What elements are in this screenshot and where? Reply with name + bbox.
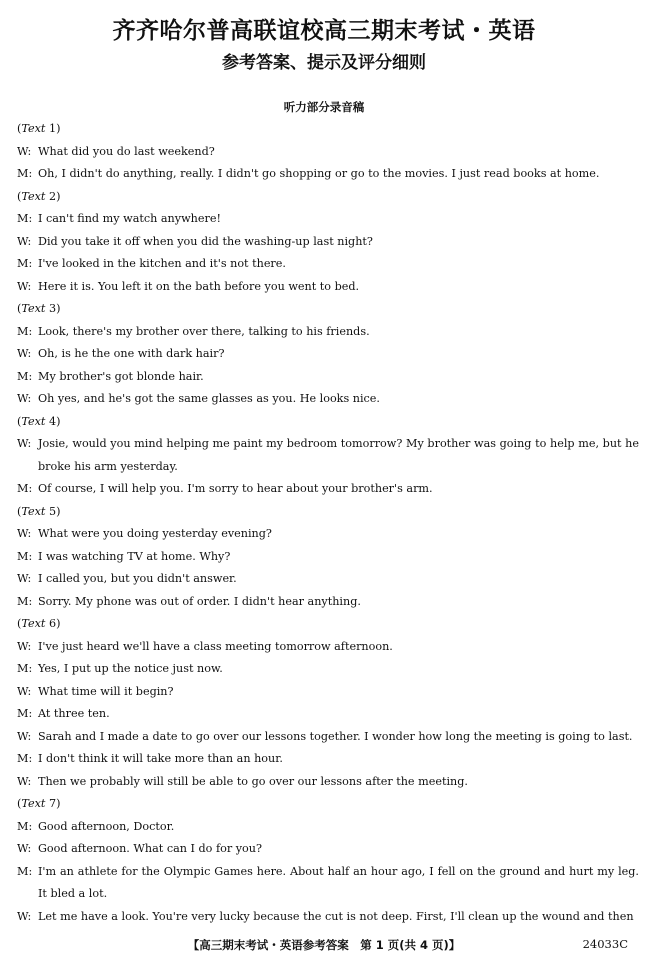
- speaker-label: M:: [17, 549, 33, 563]
- speaker-label: W:: [17, 774, 32, 788]
- dialogue-text: Oh, I didn't do anything, really. I didn't go shopping or go to the movies. I just read books at home.: [38, 167, 600, 180]
- speaker-label: M:: [17, 212, 33, 225]
- dialogue-line: [17, 906, 639, 929]
- speaker-label: M:: [17, 257, 33, 270]
- dialogue-line: [17, 141, 639, 164]
- dialogue-line: [17, 321, 639, 344]
- speaker-label: W:: [17, 572, 32, 585]
- dialogue-text: I was watching TV at home. Why?: [38, 549, 231, 563]
- dialogue-text: Good afternoon, Doctor.: [38, 819, 175, 833]
- dialogue-text: I can't find my watch anywhere!: [38, 212, 221, 225]
- speaker-label: W:: [17, 279, 32, 293]
- dialogue-text: Then we probably will still be able to go over our lessons after the meeting.: [38, 774, 468, 788]
- dialogue-line: [17, 366, 639, 389]
- dialogue-line: [17, 546, 639, 569]
- dialogue-text: Here it is. You left it on the bath before you went to bed.: [38, 279, 360, 293]
- dialogue-line: [17, 703, 639, 726]
- speaker-label: W:: [17, 347, 32, 360]
- dialogue-line: [17, 276, 639, 299]
- speaker-label: M:: [17, 752, 33, 765]
- dialogue-line: [17, 208, 639, 231]
- dialogue-line: [17, 388, 639, 411]
- speaker-label: W:: [17, 527, 32, 540]
- dialogue-line: [17, 681, 639, 704]
- text-marker-label: Text: [21, 122, 46, 135]
- text-marker-number: 5: [48, 504, 57, 518]
- dialogue-text: Yes, I put up the notice just now.: [38, 662, 223, 675]
- dialogue-text: What did you do last weekend?: [38, 144, 215, 158]
- dialogue-line: [17, 523, 639, 546]
- dialogue-line: [17, 343, 639, 366]
- footer-page-info: 【高三期末考试・英语参考答案 第 1 页(共 4 页)】: [187, 938, 461, 952]
- dialogue-line: [17, 433, 639, 478]
- text-marker-number: 4: [48, 414, 57, 428]
- text-marker-number: 6: [48, 617, 57, 630]
- speaker-label: W:: [17, 144, 32, 158]
- speaker-label: W:: [17, 684, 32, 698]
- page-title: 齐齐哈尔普高联谊校高三期末考试・英语: [112, 18, 536, 44]
- dialogue-text: Look, there's my brother over there, talking to his friends.: [38, 324, 370, 338]
- dialogue-text: I'm an athlete for the Olympic Games here. About half an hour ago, I fell on the ground and hurt my leg. It bled a lot.: [38, 864, 639, 900]
- text-marker-label: Text: [21, 189, 46, 203]
- dialogue-text: Josie, would you mind helping me paint my bedroom tomorrow? My brother was going to help me, but he broke his arm yesterday.: [38, 437, 639, 473]
- speaker-label: M:: [17, 819, 33, 833]
- text-marker: (Text 1): [17, 122, 61, 135]
- speaker-label: M:: [17, 662, 33, 675]
- text-marker-number: 1: [48, 122, 57, 135]
- dialogue-line: [17, 231, 639, 254]
- dialogue-text: My brother's got blonde hair.: [38, 369, 204, 383]
- dialogue-line: [17, 861, 639, 906]
- dialogue-line: [17, 816, 639, 839]
- speaker-label: W:: [17, 639, 32, 653]
- page-subtitle: 参考答案、提示及评分细则: [222, 53, 426, 73]
- dialogue-text: Did you take it off when you did the washing-up last night?: [38, 234, 373, 248]
- dialogue-text: I don't think it will take more than an hour.: [38, 752, 283, 765]
- dialogue-text: Good afternoon. What can I do for you?: [38, 842, 262, 855]
- text-marker: (Text 5): [17, 504, 61, 518]
- speaker-label: W:: [17, 729, 32, 743]
- speaker-label: M:: [17, 594, 33, 608]
- text-marker: (Text 7): [17, 797, 61, 810]
- text-marker-label: Text: [21, 617, 46, 630]
- dialogue-line: [17, 771, 639, 794]
- speaker-label: M:: [17, 482, 33, 495]
- dialogue-text: Sarah and I made a date to go over our lessons together. I wonder how long the meeting is going to last.: [38, 729, 633, 743]
- speaker-label: W:: [17, 437, 32, 450]
- dialogue-text: I've looked in the kitchen and it's not there.: [38, 257, 286, 270]
- dialogue-text: What were you doing yesterday evening?: [38, 527, 272, 540]
- speaker-label: M:: [17, 324, 33, 338]
- text-marker-number: 2: [48, 189, 57, 203]
- dialogue-text: What time will it begin?: [38, 684, 174, 698]
- dialogue-line: [17, 591, 639, 614]
- dialogue-line: [17, 726, 639, 749]
- text-marker: (Text 2): [17, 189, 61, 203]
- text-marker: (Text 4): [17, 414, 61, 428]
- dialogue-line: [17, 636, 639, 659]
- dialogue-line: [17, 568, 639, 591]
- text-marker: (Text 6): [17, 617, 61, 630]
- speaker-label: W:: [17, 909, 32, 923]
- dialogue-text: I called you, but you didn't answer.: [38, 572, 237, 585]
- listening-transcript: [17, 118, 639, 928]
- dialogue-text: Sorry. My phone was out of order. I didn't hear anything.: [38, 594, 361, 608]
- text-marker-label: Text: [21, 302, 46, 315]
- dialogue-text: Of course, I will help you. I'm sorry to hear about your brother's arm.: [38, 482, 433, 495]
- footer-exam-code: 24033C: [582, 937, 628, 951]
- text-marker: (Text 3): [17, 302, 61, 315]
- text-marker-label: Text: [21, 797, 46, 810]
- dialogue-text: At three ten.: [38, 707, 110, 720]
- dialogue-line: [17, 838, 639, 861]
- section-heading: 听力部分录音稿: [283, 100, 365, 114]
- speaker-label: M:: [17, 707, 33, 720]
- speaker-label: W:: [17, 842, 32, 855]
- speaker-label: W:: [17, 392, 32, 405]
- dialogue-text: Let me have a look. You're very lucky because the cut is not deep. First, I'll clean up the wound and then: [38, 909, 634, 923]
- text-marker-number: 3: [48, 302, 57, 315]
- text-marker-label: Text: [21, 414, 46, 428]
- dialogue-line: [17, 478, 639, 501]
- dialogue-line: [17, 163, 639, 186]
- text-marker-number: 7: [48, 797, 57, 810]
- speaker-label: M:: [17, 369, 33, 383]
- dialogue-text: I've just heard we'll have a class meeting tomorrow afternoon.: [38, 639, 393, 653]
- dialogue-text: Oh, is he the one with dark hair?: [38, 347, 225, 360]
- dialogue-line: [17, 748, 639, 771]
- speaker-label: W:: [17, 234, 32, 248]
- dialogue-line: [17, 253, 639, 276]
- dialogue-text: Oh yes, and he's got the same glasses as you. He looks nice.: [38, 392, 380, 405]
- speaker-label: M:: [17, 864, 33, 878]
- speaker-label: M:: [17, 167, 33, 180]
- text-marker-label: Text: [21, 504, 46, 518]
- dialogue-line: [17, 658, 639, 681]
